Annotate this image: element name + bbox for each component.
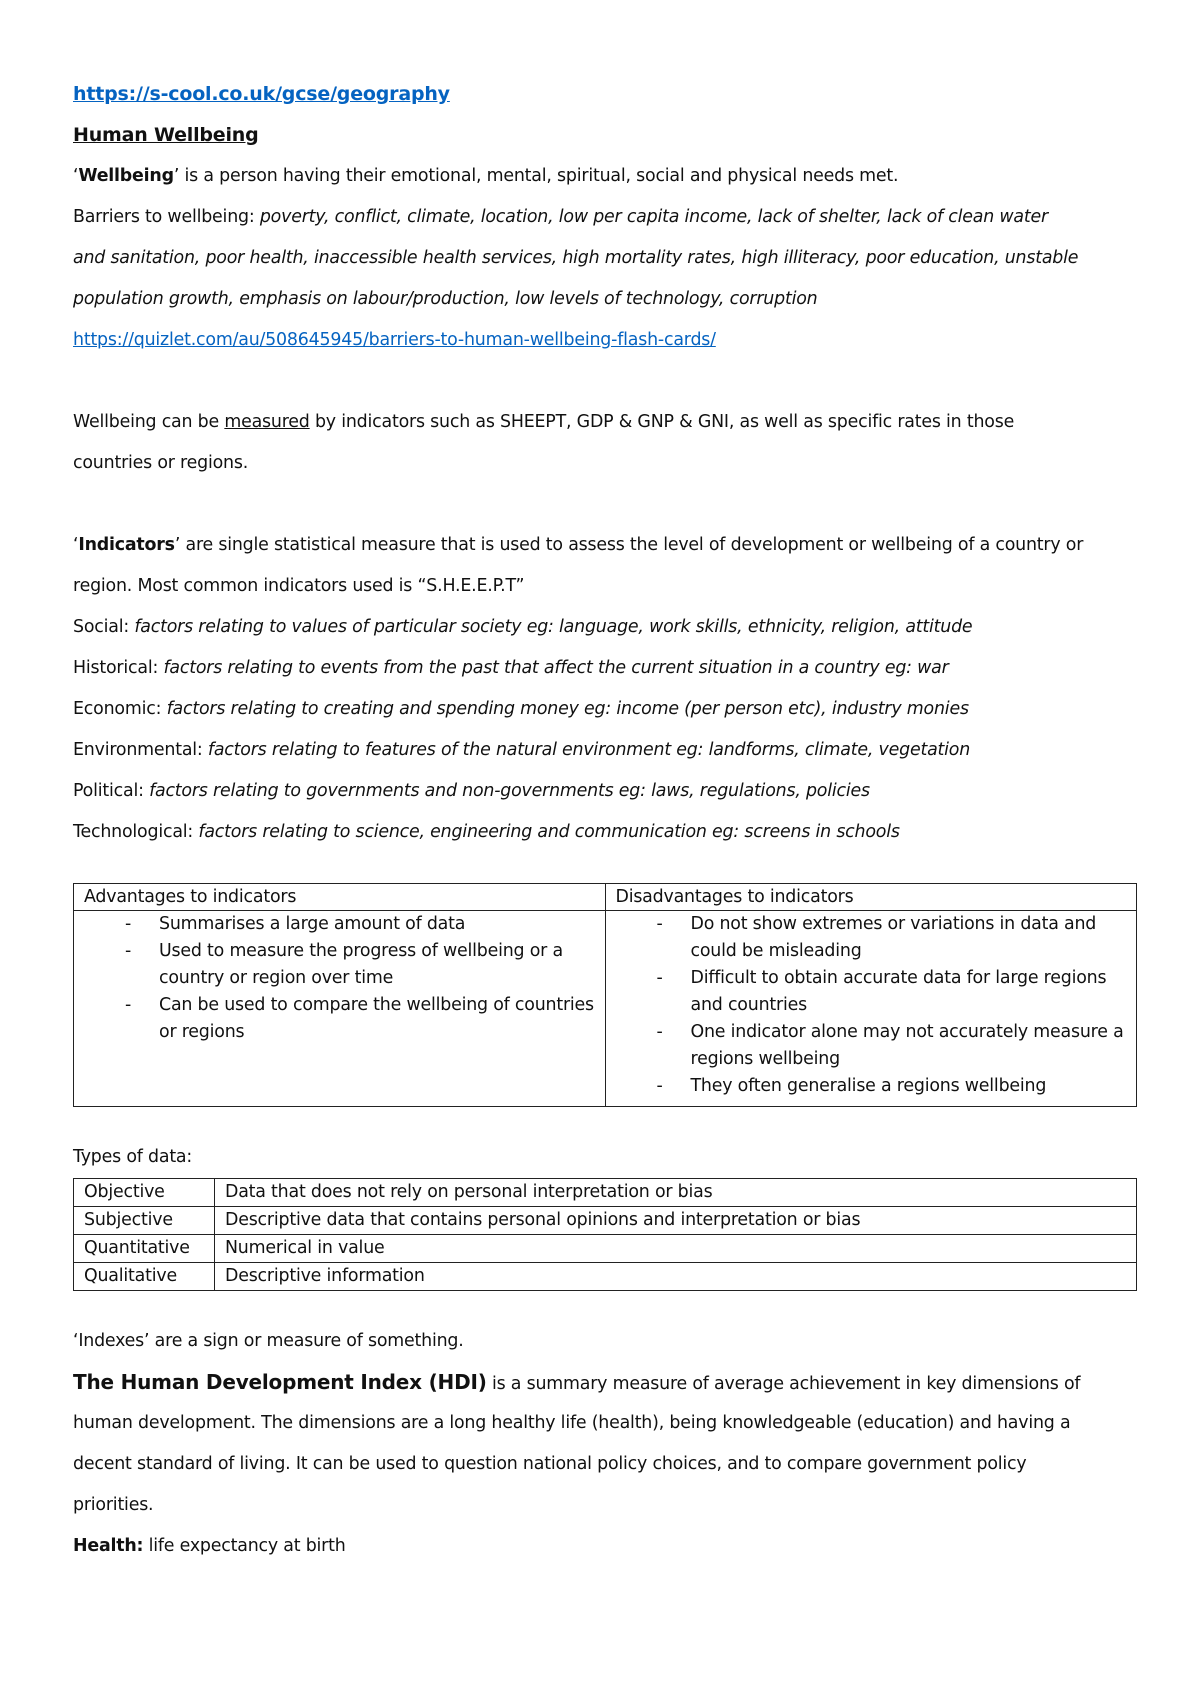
indicators-term: Indicators	[78, 535, 175, 555]
hdi-line-3	[73, 1444, 1137, 1485]
wellbeing-definition-text: ’ is a person having their emotional, mental, spiritual, social and physical needs met.	[173, 166, 899, 186]
health-label: Health:	[73, 1536, 144, 1556]
sheept-label: Economic:	[73, 699, 167, 719]
type-name: Quantitative	[74, 1235, 215, 1263]
wellbeing-definition	[73, 156, 1137, 197]
sheept-label: Environmental:	[73, 740, 208, 760]
sheept-text: factors relating to creating and spending money eg: income (per person etc), industry monies	[166, 699, 969, 719]
hdi-line-1	[73, 1362, 1137, 1403]
list-item: - Do not show extremes or variations in data and could be misleading	[616, 911, 1127, 965]
quote-mark: ‘	[73, 166, 79, 186]
sheept-environmental	[73, 730, 1137, 771]
hdi-text-2: human development. The dimensions are a long healthy life (health), being knowledgeable (education) and having a	[73, 1413, 1071, 1433]
table-row	[74, 1263, 1137, 1291]
spacer	[73, 1291, 1137, 1321]
indexes-definition	[73, 1321, 1137, 1362]
list-item: - Difficult to obtain accurate data for large regions and countries	[616, 965, 1127, 1019]
document-body	[73, 74, 1137, 1567]
data-types-table	[73, 1178, 1137, 1291]
list-item: - Used to measure the progress of wellbeing or a country or region over time	[84, 938, 595, 992]
types-label-text: Types of data:	[73, 1147, 193, 1167]
barriers-line-1	[73, 197, 1137, 238]
table-row	[74, 1235, 1137, 1263]
quizlet-link[interactable]: https://quizlet.com/au/508645945/barriers-to-human-wellbeing-flash-cards/	[73, 330, 716, 350]
quote-mark: ‘	[73, 535, 79, 555]
spacer	[73, 1107, 1137, 1137]
advantages-list	[84, 911, 595, 1052]
hdi-line-2	[73, 1403, 1137, 1444]
disadvantages-list	[616, 911, 1127, 1106]
barriers-line-2	[73, 238, 1137, 279]
sheept-text: factors relating to science, engineering and communication eg: screens in schools	[198, 822, 900, 842]
table-row	[74, 1207, 1137, 1235]
measured-text-2: countries or regions.	[73, 453, 249, 473]
list-item: - Can be used to compare the wellbeing of countries or regions	[84, 992, 595, 1046]
disadvantages-cell	[605, 911, 1137, 1107]
health-line	[73, 1526, 1137, 1567]
types-label	[73, 1137, 1137, 1178]
sheept-label: Social:	[73, 617, 135, 637]
table-row	[74, 1179, 1137, 1207]
sheept-text: factors relating to values of particular society eg: language, work skills, ethnicity, religion, attitude	[134, 617, 973, 637]
s-cool-link[interactable]: https://s-cool.co.uk/gcse/geography	[73, 83, 450, 105]
disadvantages-header: Disadvantages to indicators	[605, 884, 1137, 911]
barriers-text-2: and sanitation, poor health, inaccessible health services, high mortality rates, high illiteracy, poor education, unstable	[73, 248, 1079, 268]
indicators-definition-text: ’ are single statistical measure that is used to assess the level of development or wellbeing of a country or	[174, 535, 1084, 555]
top-link-line	[73, 74, 1137, 115]
hdi-text-3: decent standard of living. It can be used to question national policy choices, and to compare government policy	[73, 1454, 1027, 1474]
sheept-political	[73, 771, 1137, 812]
hdi-text-4: priorities.	[73, 1495, 154, 1515]
advantages-cell	[74, 911, 606, 1107]
barriers-label: Barriers to wellbeing:	[73, 207, 260, 227]
type-description: Descriptive data that contains personal opinions and interpretation or bias	[215, 1207, 1137, 1235]
barriers-text-1: poverty, conflict, climate, location, low per capita income, lack of shelter, lack of clean water	[259, 207, 1048, 227]
measured-pre: Wellbeing can be	[73, 412, 225, 432]
page-title	[73, 115, 1137, 156]
spacer	[73, 484, 1137, 525]
type-description: Numerical in value	[215, 1235, 1137, 1263]
spacer	[73, 853, 1137, 883]
type-name: Subjective	[74, 1207, 215, 1235]
hdi-title: The Human Development Index (HDI)	[73, 1370, 487, 1394]
indicators-comparison-table	[73, 883, 1137, 1107]
sheept-social	[73, 607, 1137, 648]
sheept-label: Historical:	[73, 658, 164, 678]
spacer	[73, 361, 1137, 402]
measured-line-2	[73, 443, 1137, 484]
indexes-text: ‘Indexes’ are a sign or measure of something.	[73, 1331, 464, 1351]
health-text: life expectancy at birth	[143, 1536, 346, 1556]
type-description: Data that does not rely on personal interpretation or bias	[215, 1179, 1137, 1207]
sheept-historical	[73, 648, 1137, 689]
sheept-text: factors relating to features of the natural environment eg: landforms, climate, vegetation	[207, 740, 971, 760]
table-row	[74, 911, 1137, 1107]
indicators-definition-text-2: region. Most common indicators used is “S.H.E.E.P.T”	[73, 576, 525, 596]
advantages-header: Advantages to indicators	[74, 884, 606, 911]
sheept-text: factors relating to events from the past that affect the current situation in a country eg: war	[163, 658, 949, 678]
barriers-line-3	[73, 279, 1137, 320]
list-item: - One indicator alone may not accurately measure a regions wellbeing	[616, 1019, 1127, 1073]
measured-line-1	[73, 402, 1137, 443]
sheept-text: factors relating to governments and non-governments eg: laws, regulations, policies	[149, 781, 870, 801]
indicators-definition-2	[73, 566, 1137, 607]
type-description: Descriptive information	[215, 1263, 1137, 1291]
indicators-definition-1	[73, 525, 1137, 566]
sheept-label: Technological:	[73, 822, 199, 842]
sheept-economic	[73, 689, 1137, 730]
list-item: - Summarises a large amount of data	[84, 911, 595, 938]
table-header-row	[74, 884, 1137, 911]
quizlet-link-line	[73, 320, 1137, 361]
sheept-label: Political:	[73, 781, 150, 801]
type-name: Qualitative	[74, 1263, 215, 1291]
hdi-line-4	[73, 1485, 1137, 1526]
barriers-text-3: population growth, emphasis on labour/production, low levels of technology, corruption	[73, 289, 818, 309]
type-name: Objective	[74, 1179, 215, 1207]
measured-post: by indicators such as SHEEPT, GDP & GNP & GNI, as well as specific rates in those	[309, 412, 1015, 432]
wellbeing-term: Wellbeing	[78, 166, 174, 186]
list-item: - They often generalise a regions wellbeing	[616, 1073, 1127, 1100]
hdi-text-1: is a summary measure of average achievement in key dimensions of	[486, 1374, 1081, 1394]
title-text: Human Wellbeing	[73, 124, 259, 146]
measured-word: measured	[224, 412, 310, 432]
sheept-technological	[73, 812, 1137, 853]
